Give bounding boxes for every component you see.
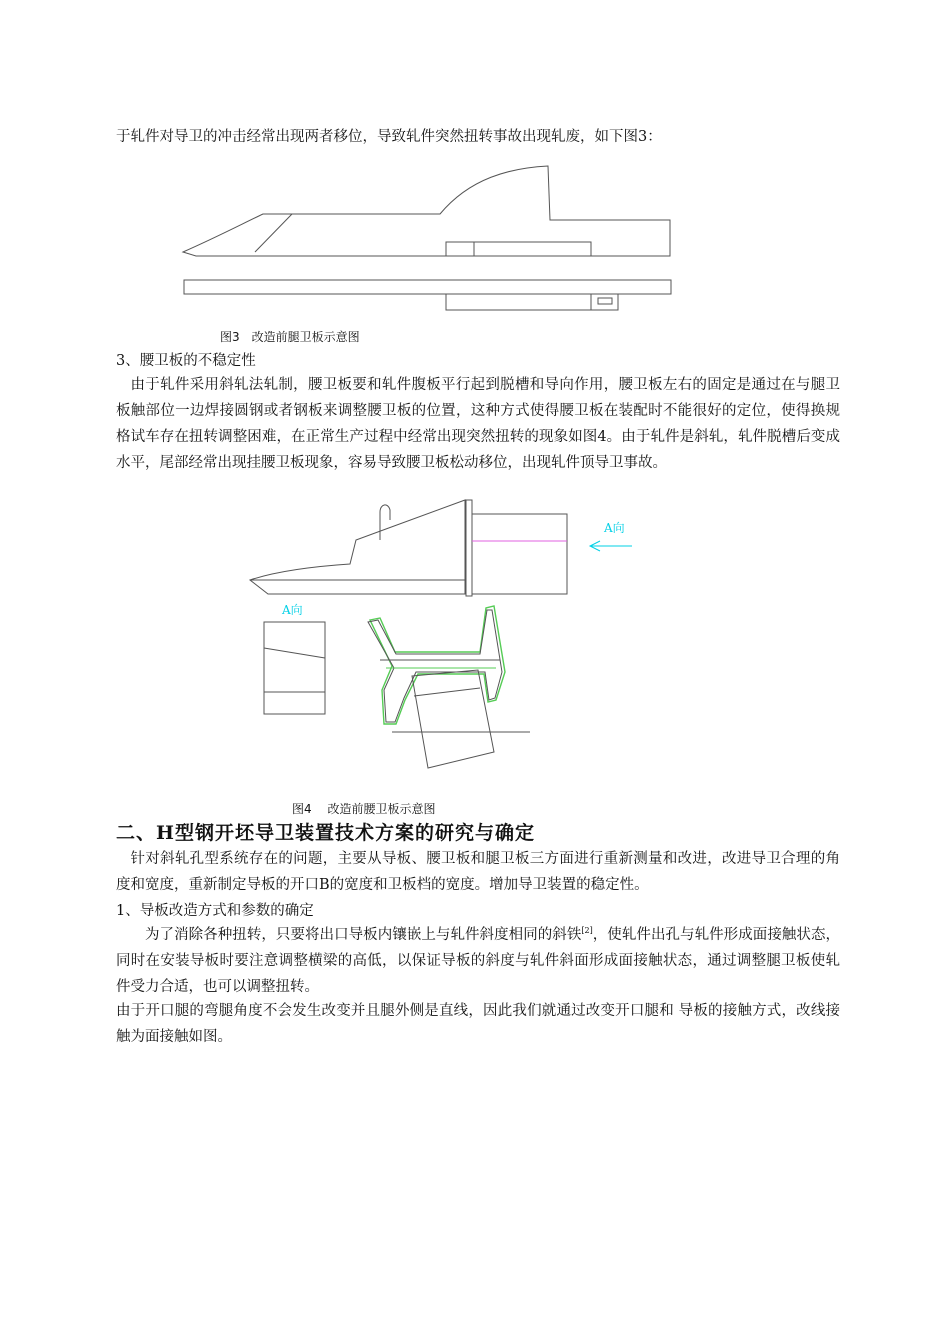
subsection-1-paragraph-a — [116, 922, 840, 1000]
fig4-label-a-right: A向 — [604, 521, 625, 535]
fig4-arrow-icon — [590, 541, 632, 551]
subsection-1-title: 1、导板改造方式和参数的确定 — [116, 903, 314, 919]
figure-4-caption: 图4 改造前腰卫板示意图 — [292, 802, 436, 816]
section-2-heading: 二、H型钢开坯导卫装置技术方案的研究与确定 — [116, 822, 535, 844]
sub1-text-before: 为了消除各种扭转，只要将出口导板内镶嵌上与轧件斜度相同的斜铁 — [145, 927, 582, 943]
fig4-hbeam-section — [368, 606, 530, 768]
intro-paragraph: 于轧件对导卫的冲击经常出现两者移位，导致轧件突然扭转事故出现轧废，如下图3： — [116, 129, 662, 145]
sub1-text-after: ，使轧件出孔与轧件形成面接触状态，同时在安装导板时要注意调整横梁的高低，以保证导板的斜度与轧件斜面形成面接触状态，通过调整腿卫板使轧件受力合适，也可以调整扭转。 — [116, 927, 840, 995]
citation-ref: [2] — [581, 926, 593, 936]
subsection-1-paragraph-b: 由于开口腿的弯腿角度不会发生改变并且腿外侧是直线，因此我们就通过改变开口腿和 导板的接触方式，改线接触为面接触如图。 — [116, 1003, 840, 1045]
fig4-label-a-left: A向 — [282, 603, 303, 617]
fig4-side-guide — [250, 500, 465, 594]
figure-3-caption: 图3 改造前腿卫板示意图 — [220, 330, 360, 344]
section-2-paragraph: 针对斜轧孔型系统存在的问题，主要从导板、腰卫板和腿卫板三方面进行重新测量和改进，改进导卫合理的角度和宽度，重新制定导板的开口B的宽度和卫板档的宽度。增加导卫装置的稳定性。 — [116, 851, 840, 893]
fig4-left-view — [264, 622, 325, 714]
section-3-title: 3、腰卫板的不稳定性 — [116, 353, 256, 369]
section-3-paragraph: 由于轧件采用斜轧法轧制，腰卫板要和轧件腹板平行起到脱槽和导向作用，腰卫板左右的固定是通过在与腿卫板触部位一边焊接圆钢或者钢板来调整腰卫板的位置，这种方式使得腰卫板在装配时不能很好的定位，使得换规格试车存在扭转调整困难，在正常生产过程中经常出现突然扭转的现象如图4。由于轧件是斜轧，轧件脱槽后变成水平，尾部经常出现挂腰卫板现象，容易导致腰卫板松动移位，出现轧件顶导卫事故。 — [116, 377, 840, 471]
fig3-guide-body — [183, 166, 671, 310]
